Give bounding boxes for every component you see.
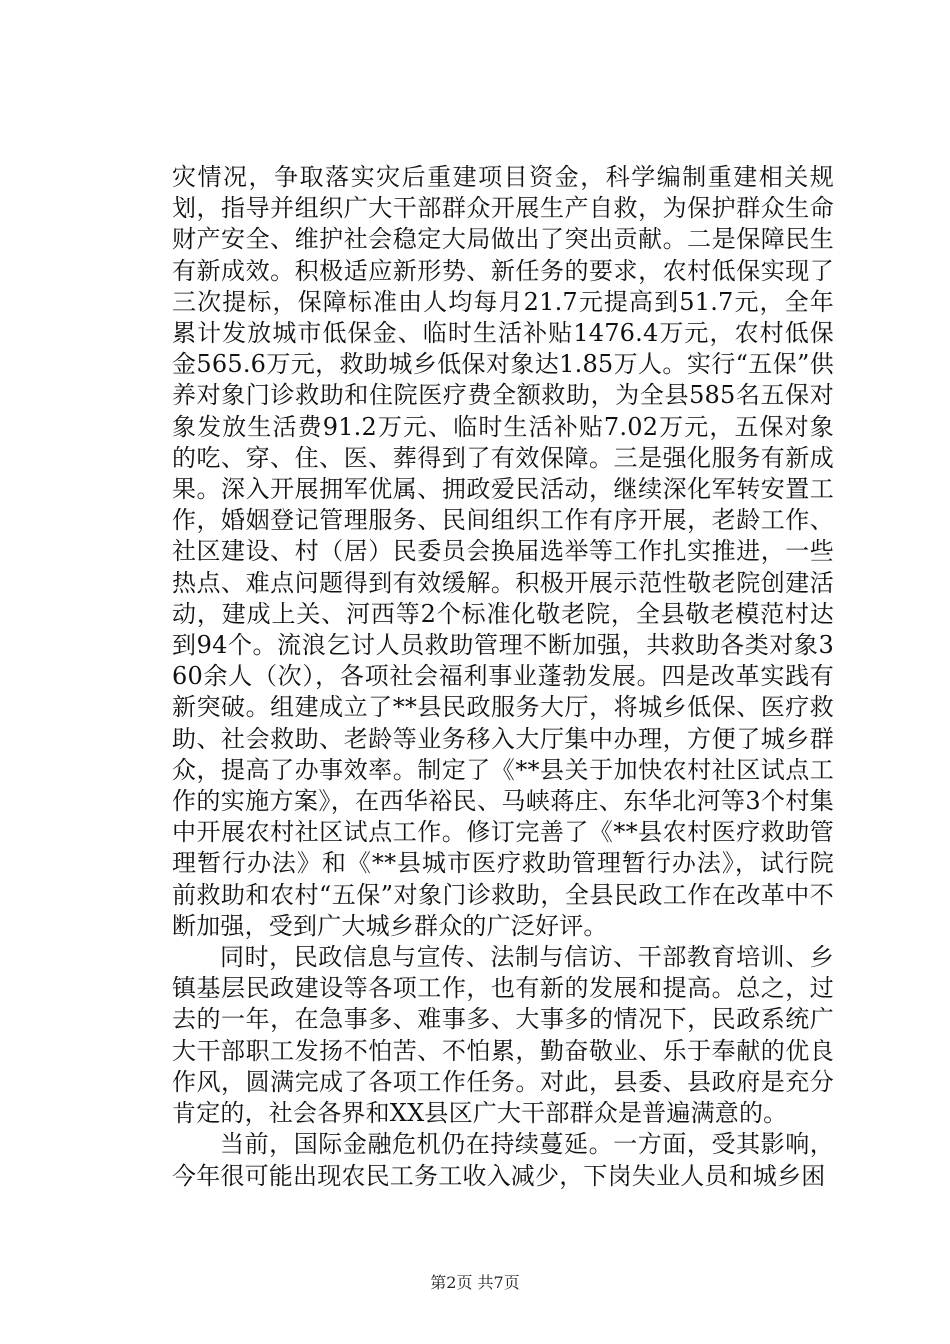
page-footer: 第2页 共7页: [430, 1273, 520, 1292]
paragraph-1: 灾情况，争取落实灾后重建项目资金，科学编制重建相关规划，指导并组织广大干部群众开展生产自救，为保护群众生命财产安全、维护社会稳定大局做出了突出贡献。二是保障民生有新成效。积极适应新形势、新任务的要求，农村低保实现了三次提标，保障标准由人均每月21.7元提高到51.7元，全年累计发放城市低保金、临时生活补贴1476.4万元，农村低保金565.6万元，救助城乡低保对象达1.85万人。实行“五保”供养对象门诊救助和住院医疗费全额救助，为全县585名五保对象发放生活费91.2万元、临时生活补贴7.02万元，五保对象的吃、穿、住、医、葬得到了有效保障。三是强化服务有新成果。深入开展拥军优属、拥政爱民活动，继续深化军转安置工作，婚姻登记管理服务、民间组织工作有序开展，老龄工作、社区建设、村（居）民委员会换届选举等工作扎实推进，一些热点、难点问题得到有效缓解。积极开展示范性敬老院创建活动，建成上关、河西等2个标准化敬老院，全县敬老模范村达到94个。流浪乞讨人员救助管理不断加强，共救助各类对象360余人（次），各项社会福利事业蓬勃发展。四是改革实践有新突破。组建成立了**县民政服务大厅，将城乡低保、医疗救助、社会救助、老龄等业务移入大厅集中办理，方便了城乡群众，提高了办事效率。制定了《**县关于加快农村社区试点工作的实施方案》，在西华裕民、马峡蒋庄、东华北河等3个村集中开展农村社区试点工作。修订完善了《**县农村医疗救助管理暂行办法》和《**县城市医疗救助管理暂行办法》，试行院前救助和农村“五保”对象门诊救助，全县民政工作在改革中不断加强，受到广大城乡群众的广泛好评。: [172, 163, 834, 940]
paragraph-2: 同时，民政信息与宣传、法制与信访、干部教育培训、乡镇基层民政建设等各项工作，也有新的发展和提高。总之，过去的一年，在急事多、难事多、大事多的情况下，民政系统广大干部职工发扬不怕苦、不怕累，勤奋敬业、乐于奉献的优良作风，圆满完成了各项工作任务。对此，县委、县政府是充分肯定的，社会各界和XX县区广大干部群众是普遍满意的。: [172, 943, 834, 1128]
paragraph-3: 当前，国际金融危机仍在持续蔓延。一方面，受其影响，今年很可能出现农民工务工收入减少，下岗失业人员和城乡困: [172, 1130, 834, 1190]
document-body: [172, 162, 834, 1192]
